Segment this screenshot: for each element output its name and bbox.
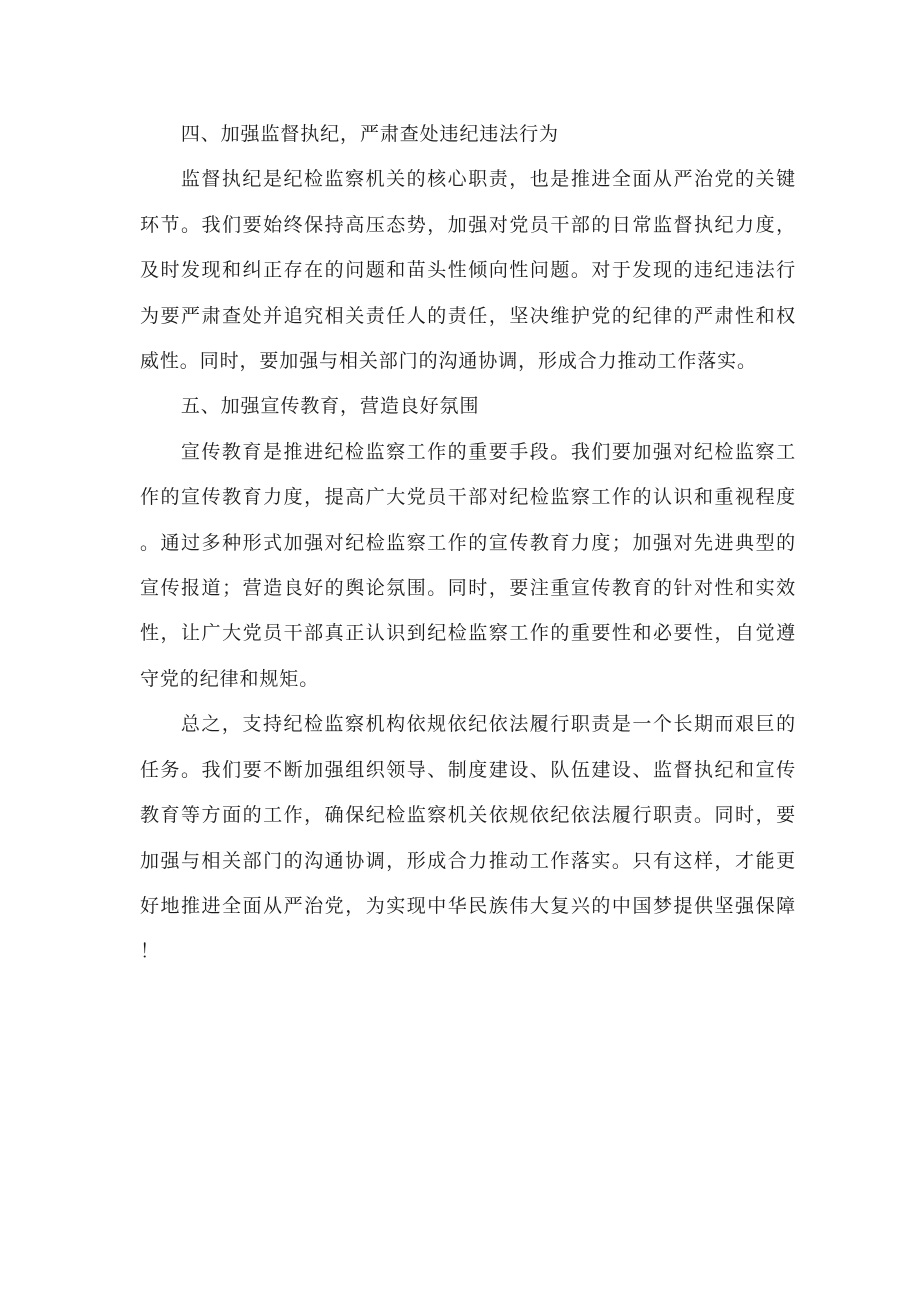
conclusion-paragraph: 总之，支持纪检监察机构依规依纪依法履行职责是一个长期而艰巨的任务。我们要不断加强组织领导、制度建设、队伍建设、监督执纪和宣传教育等方面的工作，确保纪检监察机关依规依纪依法履行职责。同时，要加强与相关部门的沟通协调，形成合力推动工作落实。只有这样，才能更好地推进全面从严治党，为实现中华民族伟大复兴的中国梦提供坚强保障！ bbox=[140, 713, 796, 963]
section-5-heading: 五、加强宣传教育，营造良好氛围 bbox=[180, 395, 480, 418]
section-4-paragraph: 监督执纪是纪检监察机关的核心职责，也是推进全面从严治党的关键环节。我们要始终保持高压态势，加强对党员干部的日常监督执纪力度，及时发现和纠正存在的问题和苗头性倾向性问题。对于发现的违纪违法行为要严肃查处并追究相关责任人的责任，坚决维护党的纪律的严肃性和权威性。同时，要加强与相关部门的沟通协调，形成合力推动工作落实。 bbox=[140, 168, 796, 373]
document-body bbox=[140, 112, 796, 975]
section-5-paragraph: 宣传教育是推进纪检监察工作的重要手段。我们要加强对纪检监察工作的宣传教育力度，提高广大党员干部对纪检监察工作的认识和重视程度。通过多种形式加强对纪检监察工作的宣传教育力度；加强对先进典型的宣传报道；营造良好的舆论氛围。同时，要注重宣传教育的针对性和实效性，让广大党员干部真正认识到纪检监察工作的重要性和必要性，自觉遵守党的纪律和规矩。 bbox=[140, 440, 796, 690]
section-4-heading: 四、加强监督执纪，严肃查处违纪违法行为 bbox=[180, 123, 559, 145]
